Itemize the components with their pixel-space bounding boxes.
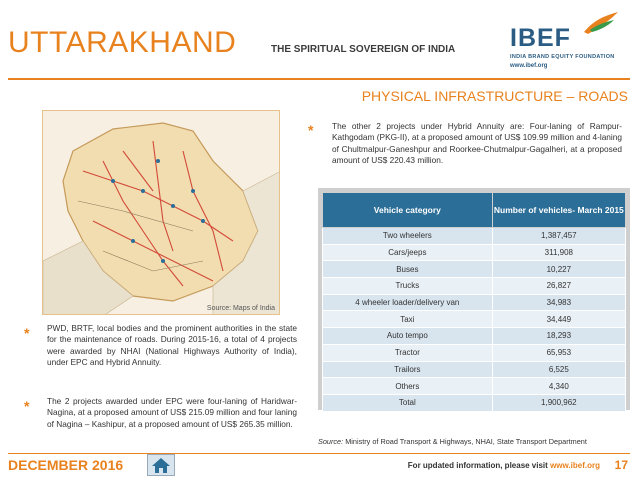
- cell-count: 4,340: [492, 378, 625, 395]
- cell-count: 1,387,457: [492, 228, 625, 245]
- bullet-epc-projects: The 2 projects awarded under EPC were four-laning of Haridwar-Nagina, at a proposed amount of US$ 215.09 million and four laning of Nagina – Kashipur, at a proposed amount of US$ 265.35 million.: [47, 396, 297, 429]
- footer-date: DECEMBER 2016: [8, 457, 124, 473]
- bullet-road-authorities: PWD, BRTF, local bodies and the prominent authorities in the state for the maintenance of roads. During 2015-16, a total of 4 projects were awarded by NHAI (National Highways Authority of India), under EPC and Hybrid Annuity.: [47, 323, 297, 367]
- cell-category: Trailors: [323, 361, 493, 378]
- vehicle-table: [322, 192, 626, 412]
- cell-count: 26,827: [492, 278, 625, 295]
- ibef-logo[interactable]: [510, 6, 632, 72]
- header: [0, 0, 638, 80]
- footer-text: [408, 461, 600, 470]
- table-row: [323, 311, 626, 328]
- cell-count: 311,908: [492, 244, 625, 261]
- table-row: [323, 278, 626, 295]
- page-title: UTTARAKHAND: [8, 26, 237, 59]
- bullet-star-icon: *: [308, 122, 314, 138]
- bullet-star-icon: *: [24, 398, 30, 414]
- home-button[interactable]: [147, 454, 175, 476]
- header-vehicle-category: Vehicle category: [323, 193, 493, 228]
- table-row: [323, 344, 626, 361]
- table-row: [323, 378, 626, 395]
- road-map-image: [43, 111, 280, 315]
- logo-url: www.ibef.org: [510, 63, 548, 69]
- cell-count: 18,293: [492, 328, 625, 345]
- cell-count: 34,449: [492, 311, 625, 328]
- table-row: [323, 361, 626, 378]
- cell-category: Taxi: [323, 311, 493, 328]
- table-row: [323, 261, 626, 278]
- cell-category: Tractor: [323, 344, 493, 361]
- cell-count: 10,227: [492, 261, 625, 278]
- cell-category: Buses: [323, 261, 493, 278]
- cell-count: 65,953: [492, 344, 625, 361]
- bullet-star-icon: *: [24, 325, 30, 341]
- table-header-row: [323, 193, 626, 228]
- cell-count: 34,983: [492, 294, 625, 311]
- bullet-hybrid-annuity: The other 2 projects under Hybrid Annuity are: Four-laning of Rampur-Kathgodam (PKG-II), at a proposed amount of US$ 109.99 million and 4-laning of Chultmalpur-Ganeshpur and Roorkee-Chutmalpur-Gagalheri, at a proposed amount of US$ 220.43 million.: [332, 121, 622, 165]
- table-source-label: Source:: [318, 437, 344, 446]
- cell-category: Auto tempo: [323, 328, 493, 345]
- home-icon: [148, 455, 174, 475]
- table-row: [323, 328, 626, 345]
- cell-category: Trucks: [323, 278, 493, 295]
- logo-tagline: INDIA BRAND EQUITY FOUNDATION: [510, 54, 615, 60]
- map-source: Source: Maps of India: [206, 305, 275, 312]
- table-row-total: [323, 394, 626, 411]
- section-title: PHYSICAL INFRASTRUCTURE – ROADS: [361, 88, 628, 104]
- table-source: [318, 437, 587, 446]
- header-number-of-vehicles: Number of vehicles- March 2015: [492, 193, 625, 228]
- vehicle-table-container: [318, 188, 630, 410]
- table-source-text: Ministry of Road Transport & Highways, NHAI, State Transport Department: [345, 437, 587, 446]
- uttarakhand-road-map: [42, 110, 280, 315]
- logo-wordmark: IBEF: [510, 24, 571, 52]
- cell-category: Cars/jeeps: [323, 244, 493, 261]
- cell-category: 4 wheeler loader/delivery van: [323, 294, 493, 311]
- footer-divider: [8, 453, 630, 454]
- footer-url-link[interactable]: www.ibef.org: [550, 461, 600, 470]
- cell-category: Others: [323, 378, 493, 395]
- table-row: [323, 244, 626, 261]
- table-row: [323, 294, 626, 311]
- header-divider: [8, 78, 630, 80]
- page-number: 17: [614, 458, 628, 472]
- bird-logo-icon: [580, 10, 620, 36]
- footer-visit-text: For updated information, please visit: [407, 461, 548, 470]
- cell-category: Two wheelers: [323, 228, 493, 245]
- page-subtitle: THE SPIRITUAL SOVEREIGN OF INDIA: [271, 44, 456, 55]
- cell-count: 6,525: [492, 361, 625, 378]
- cell-category: Total: [323, 394, 493, 411]
- cell-count: 1,900,962: [492, 394, 625, 411]
- table-row: [323, 228, 626, 245]
